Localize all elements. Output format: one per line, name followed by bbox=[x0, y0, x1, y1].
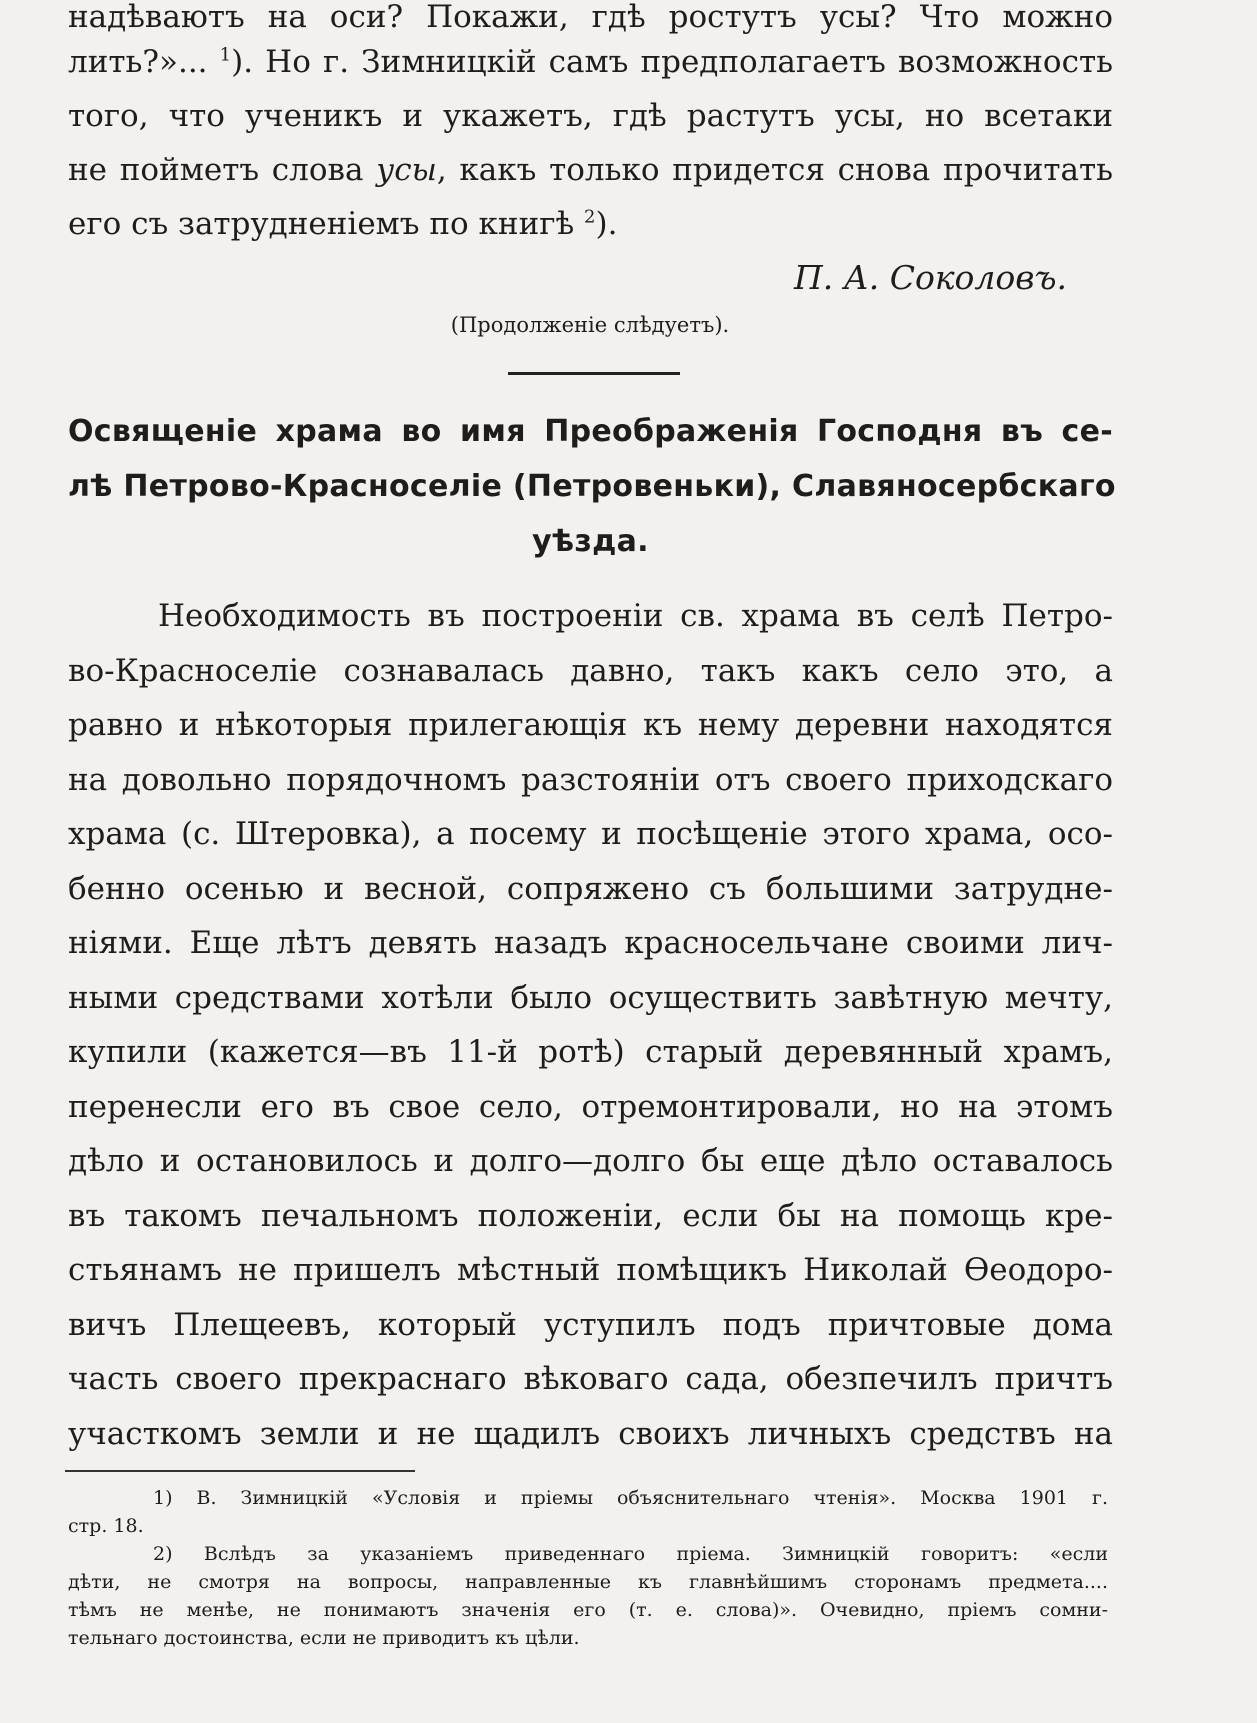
body-line: храма (с. Штеровка), а посему и посѣщеніе этого храма, осо- bbox=[68, 816, 1113, 852]
text-line-1-content: надѣваютъ на оси? Покажи, гдѣ ростутъ усы? Что можно bbox=[68, 0, 1113, 35]
section-divider bbox=[508, 372, 680, 375]
text-line-3-content: того, что ученикъ и укажетъ, гдѣ растутъ усы, но всетаки bbox=[68, 98, 1113, 134]
text-line-3 bbox=[68, 89, 1113, 143]
heading-line-2: лѣ Петрово-Красноселіе (Петровеньки), Славяносербскаго bbox=[68, 469, 1116, 504]
body-line: во-Красноселіе сознавалась давно, такъ какъ село это, а bbox=[68, 652, 1113, 689]
heading-line-1: Освященіе храма во имя Преображенія Господня въ се- bbox=[68, 414, 1113, 449]
body-line: равно и нѣкоторыя прилегающія къ нему деревни находятся bbox=[68, 707, 1113, 743]
footnote-2-line-4: тельнаго достоинства, если не приводитъ къ цѣли. bbox=[68, 1627, 580, 1649]
footnote-2-line-1: 2) Вслѣдъ за указаніемъ приведеннаго пріема. Зимницкій говоритъ: «если bbox=[153, 1543, 1108, 1565]
footnote-1-line-2: стр. 18. bbox=[68, 1515, 144, 1537]
footnote-ref-1[interactable]: 1 bbox=[219, 44, 232, 66]
body-line: перенесли его въ свое село, отремонтировали, но на этомъ bbox=[68, 1088, 1113, 1125]
body-line: дѣло и остановилось и долго—долго бы еще дѣло оставалось bbox=[68, 1143, 1113, 1179]
body-line: стьянамъ не пришелъ мѣстный помѣщикъ Николай Ѳеодоро- bbox=[68, 1252, 1113, 1288]
body-line: на довольно порядочномъ разстояніи отъ своего приходскаго bbox=[68, 761, 1113, 798]
text-line-4-part-b: , какъ только придется снова прочитать bbox=[436, 152, 1114, 188]
text-line-4 bbox=[68, 143, 1113, 197]
text-line-4-italic: усы bbox=[376, 152, 437, 188]
footnote-2-line-2: дѣти, не смотря на вопросы, направленные къ главнѣйшимъ сторонамъ предмета.... bbox=[68, 1571, 1108, 1593]
body-line: въ такомъ печальномъ положеніи, если бы на помощь кре- bbox=[68, 1197, 1113, 1234]
continuation-note: (Продолженіе слѣдуетъ). bbox=[450, 313, 730, 337]
text-line-2 bbox=[68, 35, 1113, 89]
author-signature: П. А. Соколовъ. bbox=[794, 258, 1067, 297]
body-line: участкомъ земли и не щадилъ своихъ личныхъ средствъ на bbox=[68, 1415, 1113, 1452]
footnote-2-line-3: тѣмъ не менѣе, не понимаютъ значенія его (т. е. слова)». Очевидно, пріемъ сомни- bbox=[68, 1599, 1108, 1621]
footnote-1-line-1: 1) В. Зимницкій «Условія и пріемы объяснительнаго чтенія». Москва 1901 г. bbox=[153, 1487, 1108, 1509]
body-line: ніями. Еще лѣтъ девять назадъ красносельчане своими лич- bbox=[68, 925, 1113, 961]
body-line: вичъ Плещеевъ, который уступилъ подъ причтовые дома bbox=[68, 1306, 1113, 1343]
body-line: купили (кажется—въ 11-й ротѣ) старый деревянный храмъ, bbox=[68, 1034, 1113, 1070]
heading-line-3: уѣзда. bbox=[532, 524, 649, 559]
body-line: бенно осенью и весной, сопряжено съ большими затрудне- bbox=[68, 870, 1113, 907]
footnote-divider bbox=[65, 1470, 415, 1472]
text-line-5 bbox=[68, 197, 1113, 251]
body-line: ными средствами хотѣли было осуществить завѣтную мечту, bbox=[68, 979, 1113, 1016]
text-line-4-part-a: не пойметъ слова bbox=[68, 152, 364, 188]
text-line-5-part-a: его съ затрудненіемъ по книгѣ bbox=[68, 206, 575, 242]
text-line-2-part-b: ). Но г. Зимницкій самъ предполагаетъ возможность bbox=[231, 44, 1113, 80]
footnote-ref-2[interactable]: 2 bbox=[584, 206, 596, 228]
footnotes bbox=[68, 1484, 1108, 1652]
text-line-2-part-a: лить?»... bbox=[68, 44, 208, 80]
body-line: Необходимость въ построеніи св. храма въ селѣ Петро- bbox=[158, 598, 1113, 634]
body-line: часть своего прекраснаго вѣковаго сада, обезпечилъ причтъ bbox=[68, 1361, 1113, 1397]
text-line-5-part-b: ). bbox=[595, 206, 618, 242]
article-heading bbox=[68, 404, 1116, 569]
